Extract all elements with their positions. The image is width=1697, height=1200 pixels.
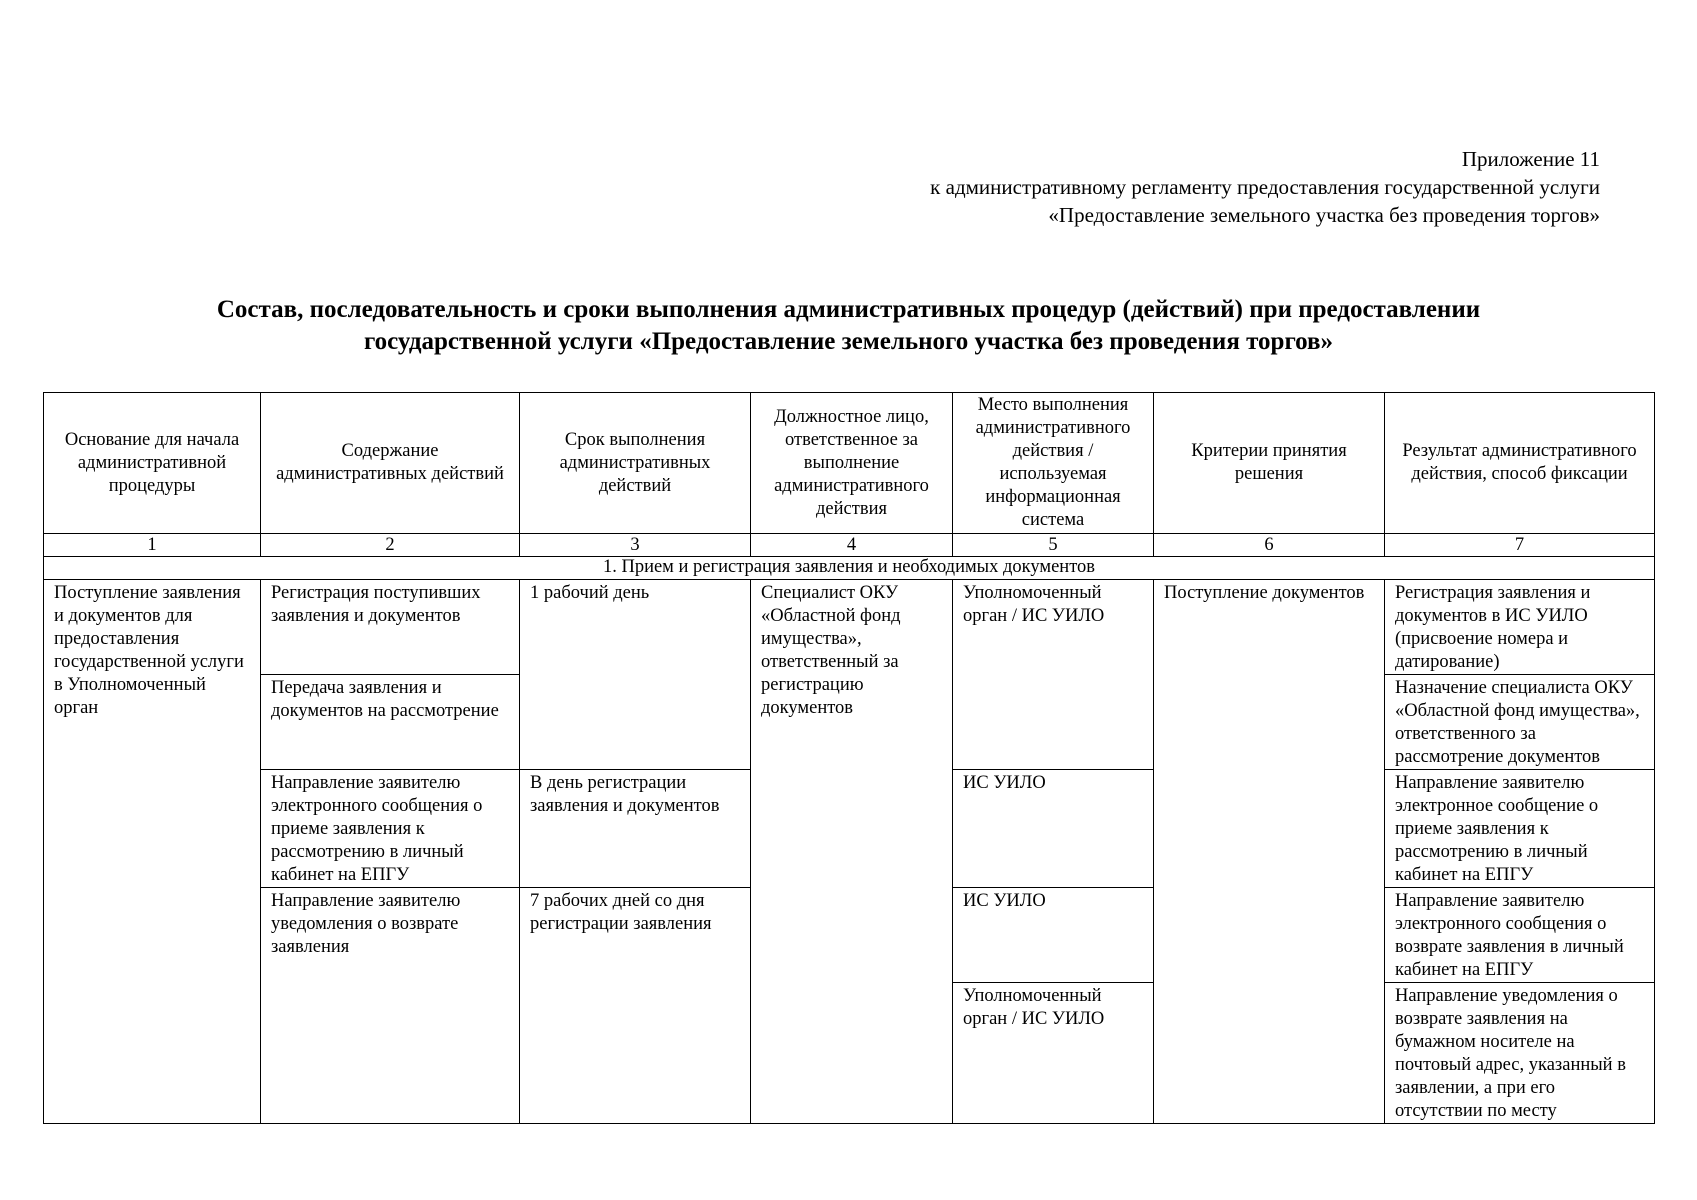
place-cell: ИС УИЛО <box>953 888 1154 983</box>
column-number: 6 <box>1154 534 1385 557</box>
header-cell: Критерии принятия решения <box>1154 393 1385 534</box>
document-title-line-2: государственной услуги «Предоставление земельного участка без проведения торгов» <box>363 328 1334 355</box>
column-number-row <box>44 534 1655 557</box>
procedures-table <box>43 392 1655 1124</box>
appendix-number: Приложение 11 <box>1461 147 1600 171</box>
place-cell: Уполномоченный орган / ИС УИЛО <box>953 580 1154 770</box>
result-cell: Направление заявителю электронное сообщение о приеме заявления к рассмотрению в личный кабинет на ЕПГУ <box>1385 770 1655 888</box>
decision-criteria-cell: Поступление документов <box>1154 580 1385 1124</box>
table-header-row <box>44 393 1655 534</box>
section-row <box>44 557 1655 580</box>
header-cell: Содержание административных действий <box>261 393 520 534</box>
document-title <box>0 294 1697 358</box>
document-title-line-1: Состав, последовательность и сроки выполнения административных процедур (действий) при предоставлении <box>216 296 1481 323</box>
header-cell: Должностное лицо, ответственное за выполнение административного действия <box>751 393 953 534</box>
section-title: 1. Прием и регистрация заявления и необходимых документов <box>44 557 1655 580</box>
action-cell: Направление заявителю уведомления о возврате заявления <box>261 888 520 1124</box>
table-row <box>44 580 1655 675</box>
header-cell: Срок выполнения административных действий <box>520 393 751 534</box>
column-number: 2 <box>261 534 520 557</box>
result-cell: Назначение специалиста ОКУ «Областной фонд имущества», ответственного за рассмотрение документов <box>1385 675 1655 770</box>
result-cell: Направление уведомления о возврате заявления на бумажном носителе на почтовый адрес, указанный в заявлении, а при его отсутствии по месту <box>1385 983 1655 1124</box>
action-cell: Передача заявления и документов на рассмотрение <box>261 675 520 770</box>
place-cell: Уполномоченный орган / ИС УИЛО <box>953 983 1154 1124</box>
column-number: 4 <box>751 534 953 557</box>
result-cell: Регистрация заявления и документов в ИС УИЛО (присвоение номера и датирование) <box>1385 580 1655 675</box>
result-cell: Направление заявителю электронного сообщения о возврате заявления в личный кабинет на ЕПГУ <box>1385 888 1655 983</box>
term-cell: В день регистрации заявления и документов <box>520 770 751 888</box>
appendix-reference: к административному регламенту предоставления государственной услуги <box>930 175 1600 199</box>
responsible-official-cell: Специалист ОКУ «Областной фонд имущества», ответственный за регистрацию документов <box>751 580 953 1124</box>
action-cell: Направление заявителю электронного сообщения о приеме заявления к рассмотрению в личный кабинет на ЕПГУ <box>261 770 520 888</box>
column-number: 5 <box>953 534 1154 557</box>
place-cell: ИС УИЛО <box>953 770 1154 888</box>
procedure-basis-cell: Поступление заявления и документов для предоставления государственной услуги в Уполномоченный орган <box>44 580 261 1124</box>
term-cell: 7 рабочих дней со дня регистрации заявления <box>520 888 751 1124</box>
header-cell: Основание для начала административной процедуры <box>44 393 261 534</box>
column-number: 1 <box>44 534 261 557</box>
header-cell: Место выполнения административного действия / используемая информационная система <box>953 393 1154 534</box>
term-cell: 1 рабочий день <box>520 580 751 770</box>
action-cell: Регистрация поступивших заявления и документов <box>261 580 520 675</box>
appendix-service-name: «Предоставление земельного участка без проведения торгов» <box>1048 203 1600 227</box>
column-number: 7 <box>1385 534 1655 557</box>
column-number: 3 <box>520 534 751 557</box>
header-cell: Результат административного действия, способ фиксации <box>1385 393 1655 534</box>
appendix-header <box>700 145 1600 229</box>
